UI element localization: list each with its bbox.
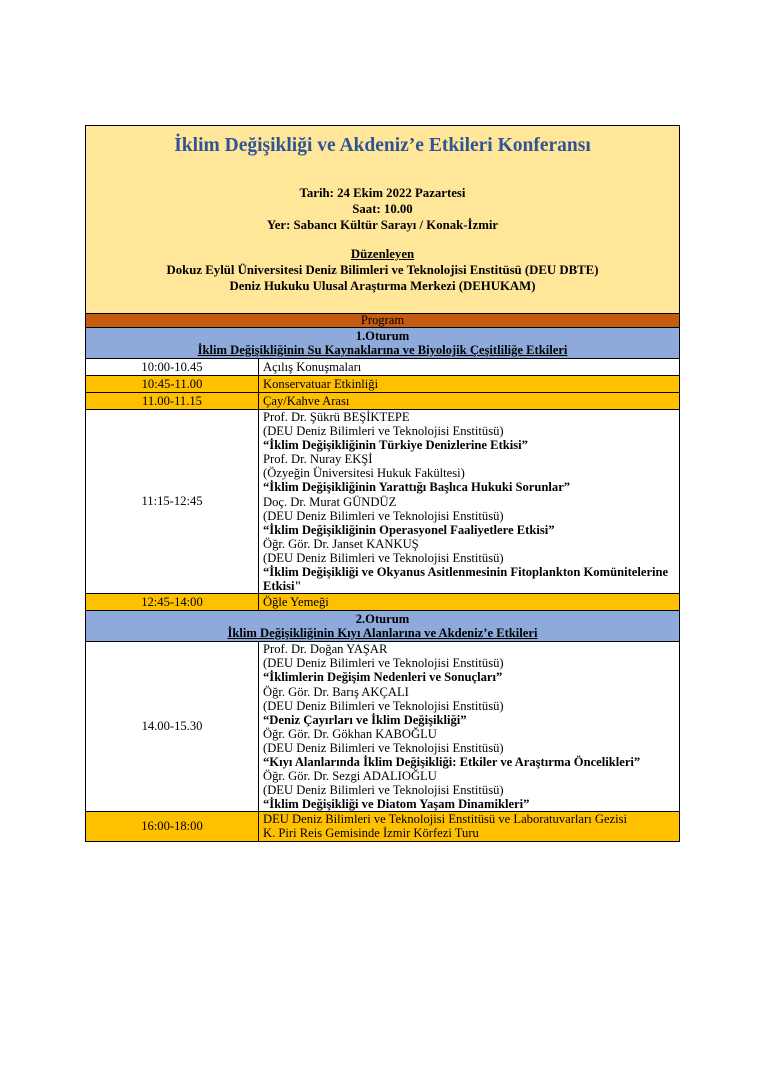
talk-title: “İklim Değişikliği ve Okyanus Asitlenmesinin Fitoplankton Komünitelerine Etkisi" <box>263 565 669 594</box>
speaker-affiliation: (DEU Deniz Bilimleri ve Teknolojisi Enstitüsü) <box>263 550 504 565</box>
row-text: Öğle Yemeği <box>263 595 329 610</box>
event-time: Saat: 10.00 <box>352 202 413 216</box>
schedule-row <box>86 376 679 393</box>
row-text: Konservatuar Etkinliği <box>263 376 379 391</box>
tour-line-1: DEU Deniz Bilimleri ve Teknolojisi Enstitüsü ve Laboratuvarları Gezisi <box>263 812 628 827</box>
speaker-affiliation: (DEU Deniz Bilimleri ve Teknolojisi Enstitüsü) <box>263 783 504 798</box>
session-2-talks-row <box>86 642 679 812</box>
tour-line-2: K. Piri Reis Gemisinde İzmir Körfezi Turu <box>263 826 479 841</box>
event-date: Tarih: 24 Ekim 2022 Pazartesi <box>299 186 466 200</box>
row-text: Çay/Kahve Arası <box>263 393 350 408</box>
talk-title: “Kıyı Alanlarında İklim Değişikliği: Etkiler ve Araştırma Öncelikleri” <box>263 754 641 769</box>
speaker-affiliation: (DEU Deniz Bilimleri ve Teknolojisi Enstitüsü) <box>263 740 504 755</box>
row-text: Açılış Konuşmaları <box>263 359 362 374</box>
talks-time: 11:15-12:45 <box>86 410 259 593</box>
session-1-talks-row <box>86 410 679 594</box>
session-1-title: İklim Değişikliğinin Su Kaynaklarına ve Biyolojik Çeşitliliğe Etkileri <box>197 343 568 357</box>
talk-title: “İklim Değişikliği ve Diatom Yaşam Dinamikleri” <box>263 797 530 812</box>
talks-list <box>259 642 679 811</box>
session-2-name: 2.Oturum <box>355 612 410 627</box>
talk-title: “Deniz Çayırları ve İklim Değişikliği” <box>263 712 467 727</box>
program-document <box>85 125 680 842</box>
row-time: 11.00-11.15 <box>86 393 259 409</box>
row-time: 12:45-14:00 <box>86 594 259 610</box>
session-2-title: İklim Değişikliğinin Kıyı Alanlarına ve Akdeniz’e Etkileri <box>227 626 538 641</box>
conference-header <box>86 126 679 314</box>
organizer-heading: Düzenleyen <box>350 247 415 261</box>
speaker-affiliation: (DEU Deniz Bilimleri ve Teknolojisi Enstitüsü) <box>263 698 504 713</box>
session-1-name: 1.Oturum <box>355 329 410 343</box>
organizer-1: Dokuz Eylül Üniversitesi Deniz Bilimleri ve Teknolojisi Enstitüsü (DEU DBTE) <box>166 263 599 277</box>
row-time: 10:00-10.45 <box>86 359 259 375</box>
schedule-row <box>86 393 679 410</box>
row-time: 10:45-11.00 <box>86 376 259 392</box>
talks-list <box>259 410 679 593</box>
talks-time: 14.00-15.30 <box>86 642 259 811</box>
speaker-name: Prof. Dr. Doğan YAŞAR <box>263 642 388 657</box>
speaker-affiliation: (DEU Deniz Bilimleri ve Teknolojisi Enstitüsü) <box>263 508 504 523</box>
talk-title: “İklim Değişikliğinin Operasyonel Faaliyetlere Etkisi” <box>263 522 555 537</box>
speaker-name: Öğr. Gör. Dr. Gökhan KABOĞLU <box>263 726 437 741</box>
speaker-name: Öğr. Gör. Dr. Sezgi ADALIOĞLU <box>263 769 437 784</box>
tour-row <box>86 812 679 840</box>
schedule-row <box>86 359 679 376</box>
organizer-2: Deniz Hukuku Ulusal Araştırma Merkezi (DEHUKAM) <box>229 279 536 293</box>
conference-title: İklim Değişikliği ve Akdeniz’e Etkileri Konferansı <box>174 135 591 156</box>
event-venue: Yer: Sabancı Kültür Sarayı / Konak-İzmir <box>266 218 499 232</box>
speaker-name: Öğr. Gör. Dr. Janset KANKUŞ <box>263 536 419 551</box>
speaker-name: Prof. Dr. Nuray EKŞİ <box>263 452 373 467</box>
lunch-row <box>86 594 679 611</box>
speaker-name: Doç. Dr. Murat GÜNDÜZ <box>263 494 397 509</box>
session-1-band <box>86 328 679 359</box>
program-band: Program <box>86 314 679 328</box>
talk-title: “İklimlerin Değişim Nedenleri ve Sonuçları” <box>263 670 503 685</box>
speaker-affiliation: (Özyeğin Üniversitesi Hukuk Fakültesi) <box>263 466 465 481</box>
speaker-affiliation: (DEU Deniz Bilimleri ve Teknolojisi Enstitüsü) <box>263 424 504 439</box>
speaker-name: Prof. Dr. Şükrü BEŞİKTEPE <box>263 410 410 424</box>
talk-title: “İklim Değişikliğinin Türkiye Denizlerine Etkisi” <box>263 438 528 453</box>
tour-details <box>259 812 679 840</box>
session-2-band <box>86 611 679 642</box>
speaker-name: Öğr. Gör. Dr. Barış AKÇALI <box>263 684 409 699</box>
tour-time: 16:00-18:00 <box>86 812 259 840</box>
speaker-affiliation: (DEU Deniz Bilimleri ve Teknolojisi Enstitüsü) <box>263 656 504 671</box>
talk-title: “İklim Değişikliğinin Yarattığı Başlıca Hukuki Sorunlar” <box>263 480 571 495</box>
